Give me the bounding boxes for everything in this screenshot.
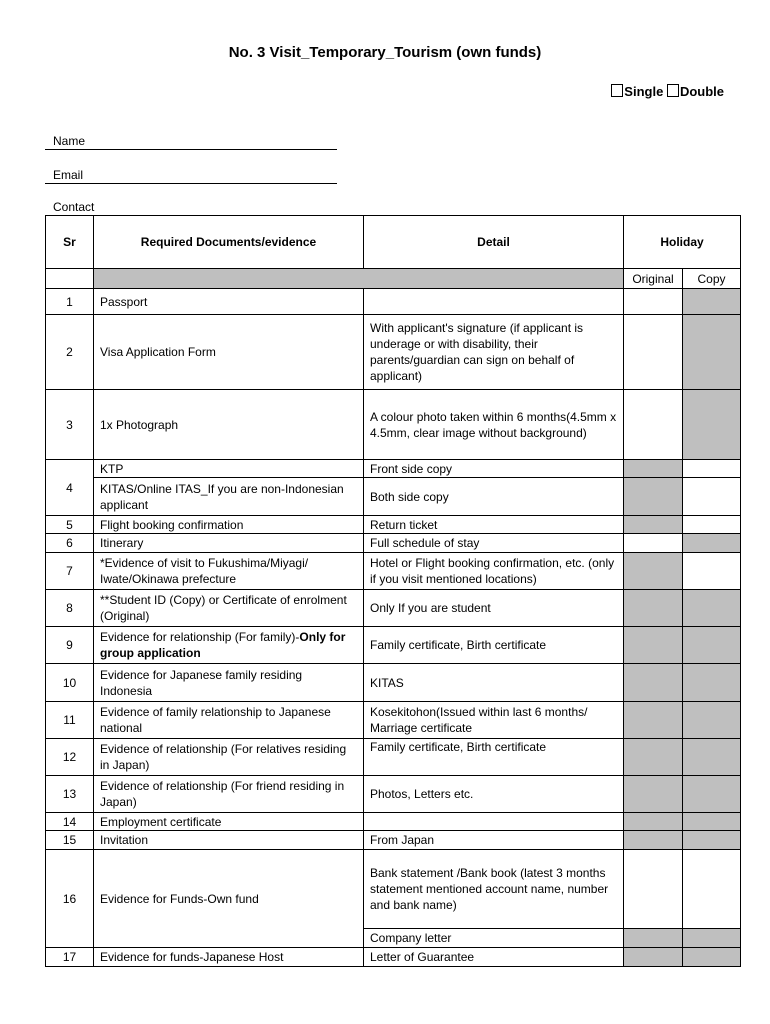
table-row: 7 *Evidence of visit to Fukushima/Miyagi/ Iwate/Okinawa prefecture Hotel or Flight booking confirmation, etc. (only if you visit mentioned locations) xyxy=(46,553,741,590)
table-subheader-row xyxy=(46,269,741,289)
copy-cell[interactable] xyxy=(683,850,741,929)
documents-table xyxy=(45,215,741,967)
header-detail: Detail xyxy=(364,216,624,269)
copy-cell[interactable] xyxy=(683,516,741,534)
shaded-band xyxy=(94,269,624,289)
original-cell[interactable] xyxy=(624,534,683,553)
single-label: Single xyxy=(624,84,664,99)
table-header-row xyxy=(46,216,741,269)
table-row: 10 Evidence for Japanese family residing Indonesia KITAS xyxy=(46,664,741,702)
header-copy: Copy xyxy=(683,269,741,289)
original-cell[interactable] xyxy=(624,315,683,390)
table-row: 5 Flight booking confirmation Return ticket xyxy=(46,516,741,534)
table-row: 17 Evidence for funds-Japanese Host Letter of Guarantee xyxy=(46,948,741,967)
table-row: Company letter xyxy=(46,929,741,948)
header-holiday: Holiday xyxy=(624,216,741,269)
name-label: Name xyxy=(53,134,86,148)
original-cell[interactable] xyxy=(624,390,683,460)
table-row: 8 **Student ID (Copy) or Certificate of enrolment (Original) Only If you are student xyxy=(46,590,741,627)
header-docs: Required Documents/evidence xyxy=(94,216,364,269)
copy-cell[interactable] xyxy=(683,460,741,478)
contact-label: Contact xyxy=(53,200,95,214)
email-field[interactable] xyxy=(45,183,337,184)
table-row: 6 Itinerary Full schedule of stay xyxy=(46,534,741,553)
original-cell[interactable] xyxy=(624,850,683,929)
table-row: 4 KTP Front side copy xyxy=(46,460,741,478)
table-row: 13 Evidence of relationship (For friend residing in Japan) Photos, Letters etc. xyxy=(46,776,741,813)
double-label: Double xyxy=(679,84,724,99)
single-checkbox[interactable] xyxy=(611,84,623,97)
table-row: 14 Employment certificate xyxy=(46,813,741,831)
table-row: 3 1x Photograph A colour photo taken within 6 months(4.5mm x 4.5mm, clear image without background) xyxy=(46,390,741,460)
table-row: 9 Evidence for relationship (For family)-Only for group application Family certificate, Birth certificate xyxy=(46,627,741,664)
copy-cell[interactable] xyxy=(683,478,741,516)
double-checkbox[interactable] xyxy=(667,84,679,97)
table-row: KITAS/Online ITAS_If you are non-Indonesian applicant Both side copy xyxy=(46,478,741,516)
table-row: 15 Invitation From Japan xyxy=(46,831,741,850)
table-row: 11 Evidence of family relationship to Japanese national Kosekitohon(Issued within last 6 months/ Marriage certificate xyxy=(46,702,741,739)
email-label: Email xyxy=(53,168,84,182)
header-sr: Sr xyxy=(46,216,94,269)
page-title: No. 3 Visit_Temporary_Tourism (own funds) xyxy=(228,44,542,61)
table-row: 1 Passport xyxy=(46,289,741,315)
copy-cell[interactable] xyxy=(683,553,741,590)
header-original: Original xyxy=(624,269,683,289)
entry-type-options xyxy=(611,84,724,99)
name-field[interactable] xyxy=(45,149,337,150)
table-row: 16 Evidence for Funds-Own fund Bank statement /Bank book (latest 3 months statement mentioned account name, number and bank name) xyxy=(46,850,741,929)
table-row: 2 Visa Application Form With applicant's signature (if applicant is underage or with disability, their parents/guardian can sign on behalf of applicant) xyxy=(46,315,741,390)
table-row: 12 Evidence of relationship (For relatives residing in Japan) Family certificate, Birth certificate xyxy=(46,739,741,776)
original-cell[interactable] xyxy=(624,289,683,315)
